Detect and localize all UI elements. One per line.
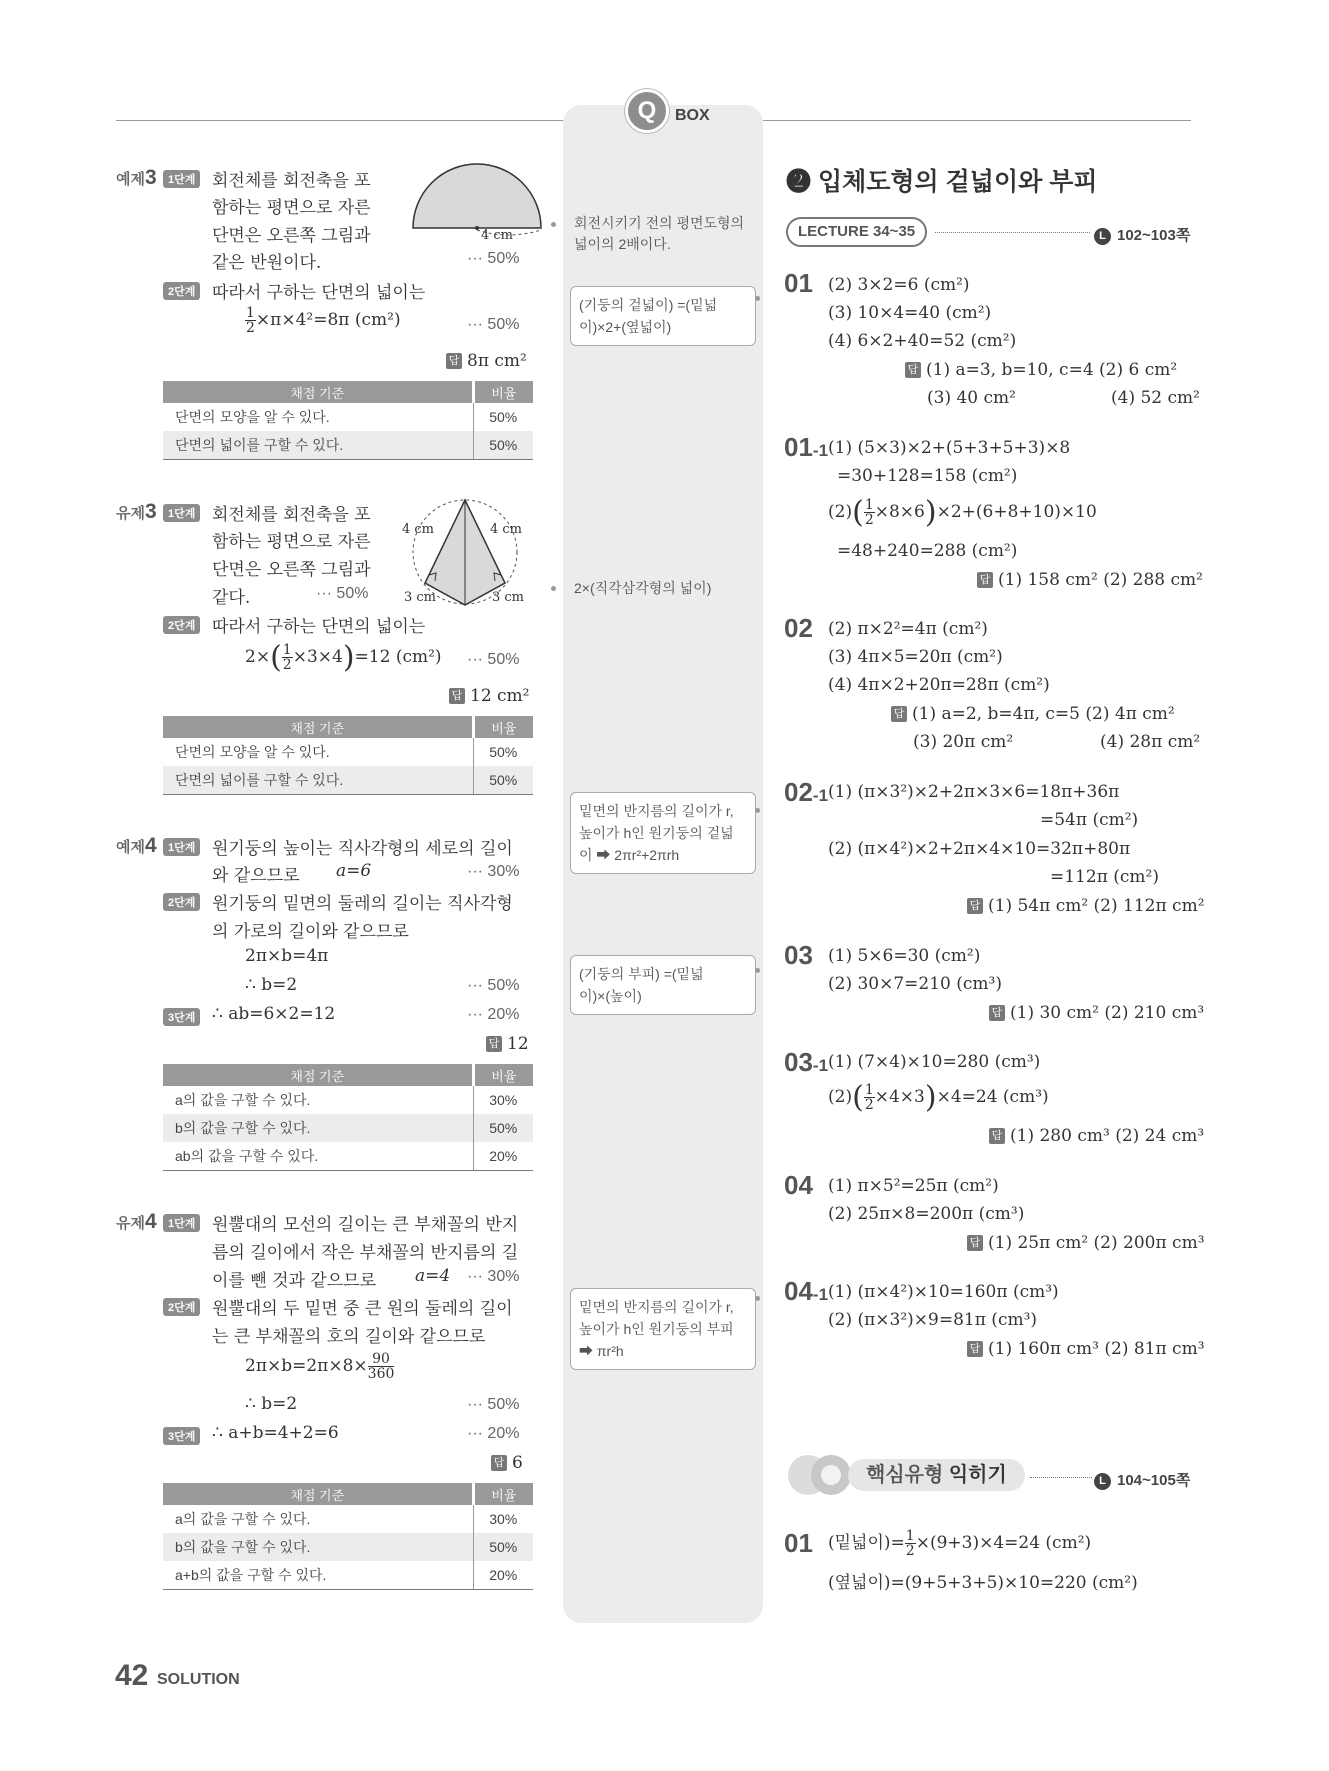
ex3-line2: 함하는 평면으로 자른 bbox=[212, 198, 371, 218]
page-number: 42 bbox=[115, 1659, 149, 1692]
yu4-line7: ∴ b=2 bbox=[245, 1394, 298, 1414]
rubric-header-ratio: 비율 bbox=[473, 1483, 533, 1505]
rubric-header: 채점 기준 bbox=[163, 1064, 473, 1086]
yu4-line3-eq: a=4 bbox=[415, 1266, 451, 1286]
page-ref-2: L 104~105쪽 bbox=[1094, 1469, 1190, 1490]
yu3-line1: 회전체를 회전축을 포 bbox=[212, 505, 371, 525]
q041-line1: (1) (π×4²)×10=160π (cm³) bbox=[828, 1282, 1059, 1302]
rubric-header: 채점 기준 bbox=[163, 381, 473, 403]
q04-line2: (2) 25π×8=200π (cm³) bbox=[828, 1204, 1025, 1224]
rubric-header-ratio: 비율 bbox=[473, 1064, 533, 1086]
problem-number: 01-1 bbox=[784, 432, 829, 462]
ex3-pct2: ··· 50% bbox=[467, 316, 520, 333]
note-connector-dot bbox=[755, 296, 760, 301]
yu4-step1: 1단계 bbox=[163, 1212, 200, 1232]
q02-answer-1: 답 (1) a=2, b=4π, c=5 (2) 4π cm² bbox=[891, 704, 1175, 724]
q02-line3: (4) 4π×2+20π=28π (cm²) bbox=[828, 675, 1050, 695]
q041-line2: (2) (π×3²)×9=81π (cm³) bbox=[828, 1310, 1038, 1330]
q01-line1: (2) 3×2=6 (cm²) bbox=[828, 275, 970, 295]
yu3-pct1: ··· 50% bbox=[316, 585, 369, 602]
rubric-cell: 50% bbox=[473, 431, 533, 459]
lecture-dotted-rule bbox=[935, 232, 1090, 233]
yu4-pct2: ··· 50% bbox=[467, 1396, 520, 1413]
yu3-rubric-table bbox=[163, 716, 533, 795]
q01-answer-1: 답 (1) a=3, b=10, c=4 (2) 6 cm² bbox=[905, 360, 1177, 380]
ex3-equation: $\frac{1}{2}$ ×π×4²=8π (cm²) bbox=[246, 305, 401, 336]
qbox-note-5: (기둥의 부피) =(밑넓이)×(높이) bbox=[570, 955, 756, 1015]
rubric-cell: b의 값을 구할 수 있다. bbox=[163, 1114, 473, 1142]
yu4-line8: ∴ a+b=4+2=6 bbox=[212, 1423, 339, 1443]
rubric-header-ratio: 비율 bbox=[473, 381, 533, 403]
yu4-line1: 원뿔대의 모선의 길이는 큰 부채꼴의 반지 bbox=[212, 1215, 519, 1235]
footer-label: SOLUTION bbox=[157, 1671, 240, 1688]
yu4-line6: 2π×b=2π×8× $\frac{90}{360}$ bbox=[245, 1351, 395, 1382]
problem-number: 04 bbox=[784, 1170, 813, 1200]
rubric-cell: 50% bbox=[473, 1533, 533, 1561]
ex4-line5: 2π×b=4π bbox=[245, 946, 329, 966]
qbox-note-2: (기둥의 겉넓이) =(밑넓이)×2+(옆넓이) bbox=[570, 286, 756, 346]
ex3-step1: 1단계 bbox=[163, 168, 200, 188]
rubric-cell: 단면의 모양을 알 수 있다. bbox=[163, 403, 473, 431]
core-dotted-rule bbox=[1030, 1477, 1092, 1478]
exercise-3-tag: 유제3 bbox=[116, 500, 157, 523]
exercise-4-tag: 유제4 bbox=[116, 1210, 157, 1233]
q01-line2: (3) 10×4=40 (cm²) bbox=[828, 303, 992, 323]
yu3-step1: 1단계 bbox=[163, 502, 200, 522]
yu4-rubric-table bbox=[163, 1483, 533, 1590]
yu4-line4: 원뿔대의 두 밑면 중 큰 원의 둘레의 길이 bbox=[212, 1299, 513, 1319]
kite-label-c: 3 cm bbox=[404, 590, 437, 605]
ex3-rubric-table bbox=[163, 381, 533, 460]
rubric-cell: 30% bbox=[489, 1092, 518, 1108]
rubric-header-ratio: 비율 bbox=[473, 716, 533, 738]
ex4-line6: ∴ b=2 bbox=[245, 975, 298, 995]
problem-number: 02 bbox=[784, 613, 813, 643]
q031-line2: (2)( $\frac{1}{2}$ ×4×3)×4=24 (cm³) bbox=[828, 1080, 1049, 1115]
rubric-cell: 20% bbox=[473, 1561, 533, 1589]
ex4-line2: 와 같으므로 bbox=[212, 866, 300, 886]
q011-line1: (1) (5×3)×2+(5+3+5+3)×8 bbox=[828, 438, 1071, 458]
ex3-line4: 같은 반원이다. bbox=[212, 253, 322, 273]
rubric-cell: 50% bbox=[473, 766, 533, 794]
rubric-cell: 20% bbox=[473, 1142, 533, 1170]
q031-line1: (1) (7×4)×10=280 (cm³) bbox=[828, 1052, 1041, 1072]
yu3-answer: 답 12 cm² bbox=[449, 686, 530, 706]
header-rule-right bbox=[763, 120, 1191, 121]
ex4-pct2: ··· 50% bbox=[467, 977, 520, 994]
yu4-step3: 3단계 bbox=[163, 1425, 200, 1445]
rubric-cell: ab의 값을 구할 수 있다. bbox=[163, 1142, 473, 1170]
rubric-cell: 50% bbox=[489, 409, 518, 425]
q04-answer: 답 (1) 25π cm² (2) 200π cm³ bbox=[967, 1233, 1205, 1253]
note-connector-dot bbox=[551, 222, 556, 227]
page-ref-1: L 102~103쪽 bbox=[1094, 224, 1190, 245]
q011-answer: 답 (1) 158 cm² (2) 288 cm² bbox=[977, 570, 1203, 590]
q02-line1: (2) π×2²=4π (cm²) bbox=[828, 619, 988, 639]
yu3-pct2: ··· 50% bbox=[467, 651, 520, 668]
kite-label-b: 4 cm bbox=[490, 522, 523, 537]
rubric-cell: a의 값을 구할 수 있다. bbox=[163, 1086, 473, 1114]
ex3-pct1: ··· 50% bbox=[467, 250, 520, 267]
qbox-note-3: 2×(직각삼각형의 넓이) bbox=[574, 580, 712, 596]
qbox-note-6: 밑면의 반지름의 길이가 r, 높이가 h인 원기둥의 부피 ➡ πr²h bbox=[570, 1288, 756, 1370]
problem-number: 01 bbox=[784, 268, 813, 298]
ex4-rubric-table bbox=[163, 1064, 533, 1171]
rubric-cell: 50% bbox=[489, 744, 518, 760]
problem-number: 01 bbox=[784, 1528, 813, 1558]
yu3-line4: 같다. bbox=[212, 588, 251, 608]
rubric-cell: 30% bbox=[489, 1511, 518, 1527]
q021-line1: (1) (π×3²)×2+2π×3×6=18π+36π bbox=[828, 782, 1120, 802]
ex4-line4: 의 가로의 길이와 같으므로 bbox=[212, 922, 409, 942]
note-connector-dot bbox=[755, 808, 760, 813]
q021-line2: =54π (cm²) bbox=[1040, 810, 1139, 830]
example-3-tag: 예제3 bbox=[116, 166, 157, 189]
c01-line2: (옆넓이)=(9+5+3+5)×10=220 (cm²) bbox=[828, 1573, 1138, 1593]
ex4-line3: 원기둥의 밑면의 둘레의 길이는 직사각형 bbox=[212, 894, 513, 914]
q011-line3: (2)( $\frac{1}{2}$ ×8×6)×2+(6+8+10)×10 bbox=[828, 495, 1097, 530]
core-type-title: 핵심유형 익히기 bbox=[848, 1459, 1025, 1491]
ex4-line1: 원기둥의 높이는 직사각형의 세로의 길이 bbox=[212, 839, 513, 859]
q011-line4: =48+240=288 (cm²) bbox=[837, 541, 1018, 561]
ex3-line1: 회전체를 회전축을 포 bbox=[212, 171, 371, 191]
rubric-header: 채점 기준 bbox=[163, 1483, 473, 1505]
q041-answer: 답 (1) 160π cm³ (2) 81π cm³ bbox=[967, 1339, 1205, 1359]
q01-line3: (4) 6×2+40=52 (cm²) bbox=[828, 331, 1017, 351]
ex4-step3: 3단계 bbox=[163, 1006, 200, 1026]
section-title: ❷ 입체도형의 겉넓이와 부피 bbox=[786, 168, 1098, 196]
q021-line3: (2) (π×4²)×2+2π×4×10=32π+80π bbox=[828, 839, 1131, 859]
q031-answer: 답 (1) 280 cm³ (2) 24 cm³ bbox=[989, 1126, 1204, 1146]
problem-number: 03-1 bbox=[784, 1047, 829, 1077]
note-connector-dot bbox=[755, 1296, 760, 1301]
q03-line1: (1) 5×6=30 (cm²) bbox=[828, 946, 981, 966]
yu3-line5: 따라서 구하는 단면의 넓이는 bbox=[212, 617, 426, 637]
q02-line2: (3) 4π×5=20π (cm²) bbox=[828, 647, 1003, 667]
kite-label-d: 3 cm bbox=[492, 590, 525, 605]
q03-line2: (2) 30×7=210 (cm³) bbox=[828, 974, 1002, 994]
rubric-cell: a+b의 값을 구할 수 있다. bbox=[163, 1561, 473, 1589]
rubric-header: 채점 기준 bbox=[163, 716, 473, 738]
rubric-cell: 단면의 넓이를 구할 수 있다. bbox=[163, 766, 473, 794]
q01-answer-2: (3) 40 cm² bbox=[927, 388, 1016, 408]
note-connector-dot bbox=[551, 586, 556, 591]
yu4-line2: 름의 길이에서 작은 부채꼴의 반지름의 길 bbox=[212, 1243, 519, 1263]
rubric-cell: b의 값을 구할 수 있다. bbox=[163, 1533, 473, 1561]
ex3-line5: 따라서 구하는 단면의 넓이는 bbox=[212, 283, 426, 303]
ex3-line3: 단면은 오른쪽 그림과 bbox=[212, 226, 371, 246]
qbox-note-4: 밑면의 반지름의 길이가 r, 높이가 h인 원기둥의 겉넓이 ➡ 2πr²+2πrh bbox=[570, 792, 756, 874]
q02-answer-2: (3) 20π cm² bbox=[913, 732, 1014, 752]
ex4-line7: ∴ ab=6×2=12 bbox=[212, 1004, 336, 1024]
lecture-badge: LECTURE 34~35 bbox=[786, 217, 927, 247]
rubric-cell: 단면의 넓이를 구할 수 있다. bbox=[163, 431, 473, 459]
yu3-step2: 2단계 bbox=[163, 614, 200, 634]
q01-answer-3: (4) 52 cm² bbox=[1111, 388, 1200, 408]
q04-line1: (1) π×5²=25π (cm²) bbox=[828, 1176, 999, 1196]
q03-answer: 답 (1) 30 cm² (2) 210 cm³ bbox=[989, 1003, 1204, 1023]
yu3-line3: 단면은 오른쪽 그림과 bbox=[212, 560, 371, 580]
kite-label-a: 4 cm bbox=[402, 522, 435, 537]
yu4-answer: 답 6 bbox=[491, 1453, 523, 1473]
ex4-step2: 2단계 bbox=[163, 891, 200, 911]
header-rule-left bbox=[116, 120, 564, 121]
q-logo-icon: Q bbox=[625, 89, 669, 133]
yu3-line2: 함하는 평면으로 자른 bbox=[212, 532, 371, 552]
ex4-line2-eq: a=6 bbox=[336, 861, 372, 881]
c01-line1: (밑넓이)= $\frac{1}{2}$ ×(9+3)×4=24 (cm²) bbox=[828, 1528, 1092, 1559]
yu4-line3: 이를 뺀 것과 같으므로 bbox=[212, 1271, 377, 1291]
note-connector-dot bbox=[755, 968, 760, 973]
problem-number: 02-1 bbox=[784, 777, 829, 807]
semicircle-figure bbox=[408, 160, 548, 250]
ex4-step1: 1단계 bbox=[163, 836, 200, 856]
rubric-cell: a의 값을 구할 수 있다. bbox=[163, 1505, 473, 1533]
rubric-cell: 50% bbox=[473, 1114, 533, 1142]
example-4-tag: 예제4 bbox=[116, 834, 157, 857]
q02-answer-3: (4) 28π cm² bbox=[1100, 732, 1201, 752]
q021-answer: 답 (1) 54π cm² (2) 112π cm² bbox=[967, 896, 1205, 916]
yu4-pct3: ··· 20% bbox=[467, 1425, 520, 1442]
q011-line2: =30+128=158 (cm²) bbox=[837, 466, 1018, 486]
ex4-pct1: ··· 30% bbox=[467, 863, 520, 880]
yu4-line5: 는 큰 부채꼴의 호의 길이와 같으므로 bbox=[212, 1327, 486, 1347]
yu3-equation: 2×( $\frac{1}{2}$ ×3×4)=12 (cm²) bbox=[245, 640, 442, 675]
ex4-answer: 답 12 bbox=[486, 1034, 529, 1054]
semicircle-radius-label: 4 cm bbox=[481, 228, 514, 243]
ex4-pct3: ··· 20% bbox=[467, 1006, 520, 1023]
problem-number: 04-1 bbox=[784, 1276, 829, 1306]
yu4-pct1: ··· 30% bbox=[467, 1268, 520, 1285]
q021-line4: =112π (cm²) bbox=[1050, 867, 1159, 887]
qbox-note-1: 회전시키기 전의 평면도형의 넓이의 2배이다. bbox=[574, 215, 745, 252]
q-box-label: BOX bbox=[675, 107, 710, 124]
yu4-step2: 2단계 bbox=[163, 1296, 200, 1316]
problem-number: 03 bbox=[784, 940, 813, 970]
ex3-answer: 답 8π cm² bbox=[446, 351, 527, 371]
ex3-step2: 2단계 bbox=[163, 280, 200, 300]
rubric-cell: 단면의 모양을 알 수 있다. bbox=[163, 738, 473, 766]
